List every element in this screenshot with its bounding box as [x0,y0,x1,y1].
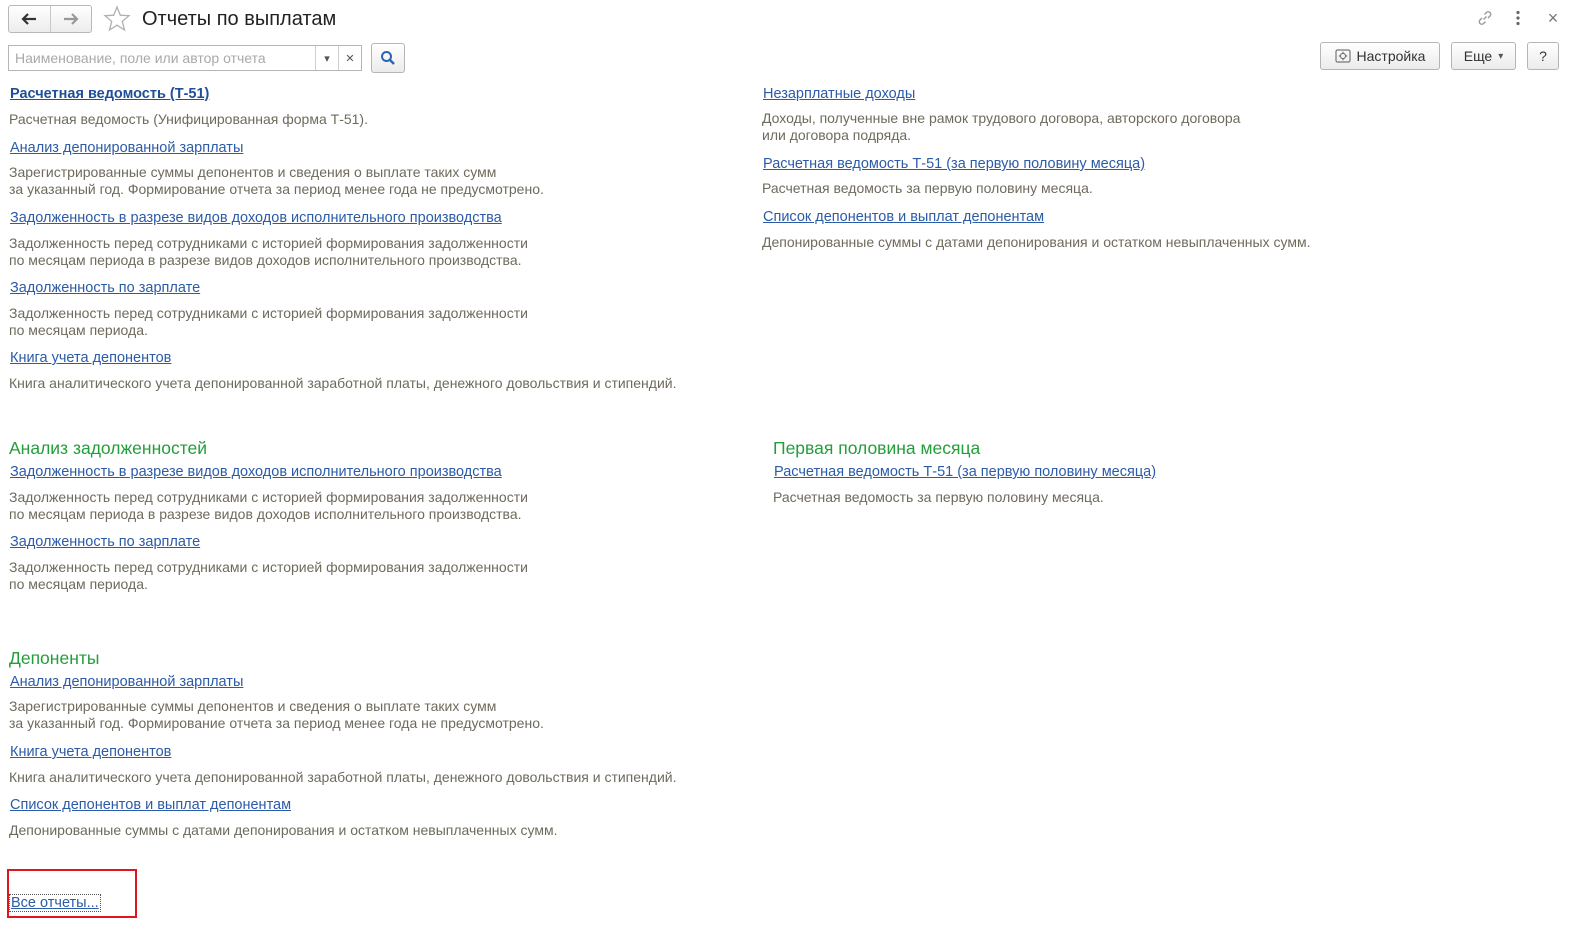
report-description: Задолженность перед сотрудниками с историей формирования задолженности [9,305,528,321]
search-button[interactable] [371,43,405,73]
report-link[interactable]: Анализ депонированной зарплаты [10,140,244,156]
section-title-deponents: Депоненты [9,648,100,668]
report-description: Книга аналитического учета депонированной заработной платы, денежного довольствия и стипендий. [9,375,677,391]
search-field [8,45,362,71]
report-description: Депонированные суммы с датами депонирования и остатком невыплаченных сумм. [9,822,558,838]
forward-button[interactable] [50,6,92,32]
arrow-left-icon [20,12,38,26]
search-dropdown-button[interactable]: ▾ [315,46,338,70]
report-link[interactable]: Список депонентов и выплат депонентам [10,797,292,813]
section-title-debts: Анализ задолженностей [9,438,208,458]
report-description: или договора подряда. [762,127,912,143]
report-description: Зарегистрированные суммы депонентов и сведения о выплате таких сумм [9,698,497,714]
report-description: Зарегистрированные суммы депонентов и сведения о выплате таких сумм [9,164,497,180]
section-title-first-half: Первая половина месяца [773,438,981,458]
back-button[interactable] [9,6,50,32]
help-button[interactable]: ? [1527,42,1559,70]
report-description: Депонированные суммы с датами депонирования и остатком невыплаченных сумм. [762,234,1311,250]
page-title: Отчеты по выплатам [142,8,337,30]
report-link[interactable]: Анализ депонированной зарплаты [10,674,244,690]
report-description: по месяцам периода. [9,576,148,592]
report-link[interactable]: Задолженность в разрезе видов доходов исполнительного производства [10,464,502,480]
report-link[interactable]: Расчетная ведомость (Т-51) [10,86,210,102]
search-clear-button[interactable]: ✕ [338,46,361,70]
report-description: за указанный год. Формирование отчета за период менее года не предусмотрено. [9,181,544,197]
settings-label: Настройка [1356,48,1426,64]
navigation-buttons [8,5,92,33]
report-description: по месяцам периода в разрезе видов доходов исполнительного производства. [9,506,522,522]
report-description: за указанный год. Формирование отчета за период менее года не предусмотрено. [9,715,544,731]
all-reports-link[interactable]: Все отчеты... [11,895,99,911]
search-input[interactable] [9,46,315,70]
close-icon[interactable]: × [1547,7,1559,28]
report-link[interactable]: Расчетная ведомость Т-51 (за первую половину месяца) [763,156,1146,172]
more-button[interactable] [1451,42,1516,70]
report-link[interactable]: Список депонентов и выплат депонентам [763,209,1045,225]
report-description: Расчетная ведомость за первую половину месяца. [773,489,1104,505]
report-description: Расчетная ведомость (Унифицированная форма Т-51). [9,111,368,127]
kebab-menu-icon[interactable] [1508,8,1528,28]
report-description: Задолженность перед сотрудниками с историей формирования задолженности [9,489,528,505]
report-link[interactable]: Книга учета депонентов [10,350,172,366]
chevron-down-icon: ▾ [1498,50,1504,62]
arrow-right-icon [62,12,80,26]
report-description: Расчетная ведомость за первую половину месяца. [762,180,1093,196]
report-description: Задолженность перед сотрудниками с историей формирования задолженности [9,559,528,575]
report-description: по месяцам периода. [9,322,148,338]
report-link[interactable]: Расчетная ведомость Т-51 (за первую половину месяца) [774,464,1157,480]
report-description: Доходы, полученные вне рамок трудового договора, авторского договора [762,110,1241,126]
report-link[interactable]: Книга учета депонентов [10,744,172,760]
report-link[interactable]: Задолженность по зарплате [10,534,201,550]
link-icon[interactable] [1475,8,1495,28]
report-description: Книга аналитического учета депонированной заработной платы, денежного довольствия и стипендий. [9,769,677,785]
report-description: по месяцам периода в разрезе видов доходов исполнительного производства. [9,252,522,268]
report-link[interactable]: Задолженность в разрезе видов доходов исполнительного производства [10,210,502,226]
star-icon[interactable] [103,5,131,33]
report-link[interactable]: Задолженность по зарплате [10,280,201,296]
settings-icon [1335,48,1351,64]
more-label: Еще [1463,48,1493,64]
report-link[interactable]: Незарплатные доходы [763,86,916,102]
report-description: Задолженность перед сотрудниками с историей формирования задолженности [9,235,528,251]
search-icon [380,50,396,66]
settings-button[interactable] [1320,42,1440,70]
